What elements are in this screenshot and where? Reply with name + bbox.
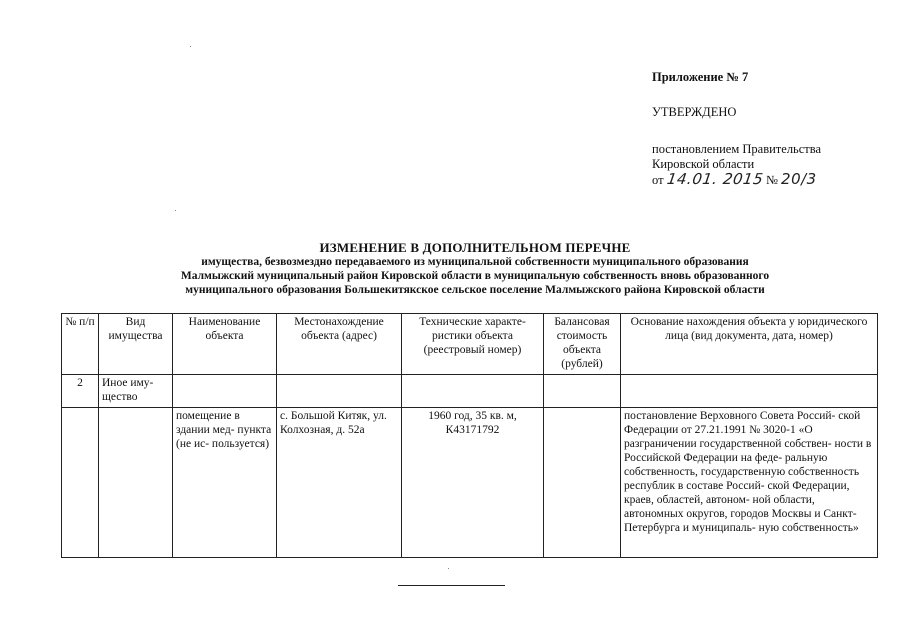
decree-line-2: Кировской области [652,157,755,171]
cell-empty [621,375,878,408]
cell-kind: Иное иму- щество [99,375,173,408]
cell-empty [277,375,402,408]
decree-date-line [652,172,892,188]
annex-number: Приложение № 7 [652,70,749,84]
cell-number [62,408,99,558]
decree-line-1: постановлением Правительства [652,142,822,156]
title-line-3: муниципального образования Большекитякское сельское поселение Малмыжского района Кировской области [185,284,765,296]
handwritten-number: 20/3 [781,170,817,188]
cell-balance [544,408,621,558]
footer-divider [398,585,505,586]
title-main: ИЗМЕНЕНИЕ В ДОПОЛНИТЕЛЬНОМ ПЕРЕЧНЕ [319,240,631,255]
header-cell-address: Местонахождение объекта (адрес) [277,314,402,375]
header-cell-number: № п/п [62,314,99,375]
cell-empty [544,375,621,408]
document-title [60,240,890,297]
handwritten-date: 14.01. 2015 [665,170,765,188]
table-header-row [62,314,878,375]
approval-header [652,70,892,188]
cell-empty [173,375,277,408]
cell-tech: 1960 год, 35 кв. м, К43171792 [402,408,544,558]
decree-reference [652,142,892,188]
cell-basis: постановление Верховного Совета Россий- ской Федерации от 27.21.1991 № 3020-1 «О разграничении государственной собствен- ности в Российской Федерации на феде- ральную собственность, государственную собственность республик в составе Россий- ской Федерации, краев, областей, автоном- ной области, автономных округов, городов Москвы и Санкт-Петербурга и муниципаль- ную собственность» [621,408,878,558]
header-cell-kind: Вид имущества [99,314,173,375]
header-cell-tech: Технические характе- ристики объекта (реестровый номер) [402,314,544,375]
number-prefix: № [765,173,778,187]
property-list-table [61,313,878,558]
approved-stamp: УТВЕРЖДЕНО [652,105,737,119]
scan-speck [448,568,449,569]
header-cell-basis: Основание нахождения объекта у юридического лица (вид документа, дата, номер) [621,314,878,375]
title-line-1: имущества, безвозмездно передаваемого из муниципальной собственности муниципального образования [201,256,749,268]
title-line-2: Малмыжский муниципальный район Кировской области в муниципальную собственность вновь образованного [180,270,770,282]
cell-empty [402,375,544,408]
table-row [62,408,878,558]
cell-name: помещение в здании мед- пункта (не ис- пользуется) [173,408,277,558]
scan-speck [190,46,191,47]
table-row [62,375,878,408]
cell-address: с. Большой Китяк, ул. Колхозная, д. 52а [277,408,402,558]
scan-speck [175,210,176,211]
header-cell-name: Наименование объекта [173,314,277,375]
header-cell-balance: Балансовая стоимость объекта (рублей) [544,314,621,375]
date-prefix: от [652,173,664,187]
cell-number: 2 [62,375,99,408]
cell-kind [99,408,173,558]
